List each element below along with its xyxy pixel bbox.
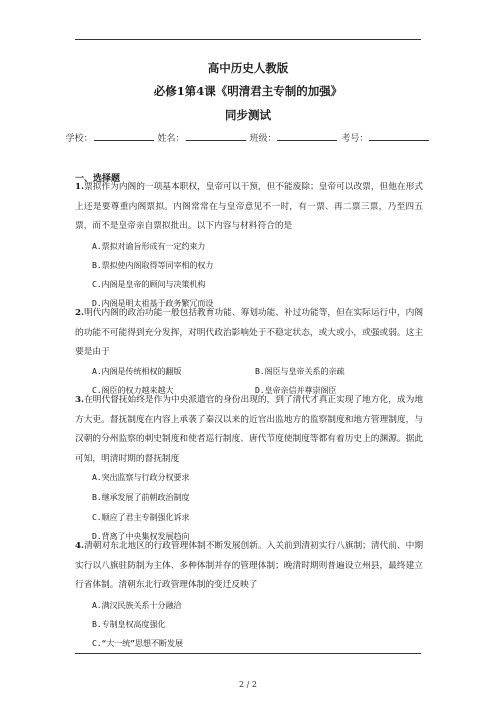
page-number: 2 / 2	[239, 680, 257, 689]
question-2	[75, 304, 423, 363]
question-text: 在明代督抚始终是作为中央派遣官的身份出现的，到了清代才真正实现了地方化，成为地方大吏。督抚制度在内容上承袭了秦汉以来的近官出监地方的监察制度和地方管理制度，与汉朝的分州监察的刺史制度和使者巡行制度、唐代节度使制度等都有着历史上的渊源。据此可知，明清时期的督抚制度	[75, 395, 423, 464]
student-info-line	[0, 131, 496, 144]
option-4b[interactable]: B.专制皇权高度强化	[92, 619, 166, 629]
option-3d[interactable]: D.背离了中央集权发展趋向	[92, 531, 190, 541]
option-2c[interactable]: C.阁臣的权力越来越大	[92, 385, 174, 395]
doc-subtitle: 必修1第4课《明清君主专制的加强》	[153, 84, 343, 98]
doc-title: 高中历史人教版	[207, 61, 289, 75]
option-1c[interactable]: C.内阁是皇帝的顾问与决策机构	[92, 279, 206, 289]
option-1a[interactable]: A.票拟对谕旨形成有一定约束力	[92, 241, 206, 251]
question-number: 4.	[75, 541, 85, 551]
option-3b[interactable]: B.继承发展了前朝政治制度	[92, 492, 190, 502]
question-number: 3.	[75, 395, 85, 405]
exam-no-blank[interactable]	[369, 132, 429, 141]
option-3a[interactable]: A.突出监察与行政分权要求	[92, 472, 190, 482]
question-text: 清朝对东北地区的行政管理体制不断发展创新。入关前到清初实行八旗制；清代前、中期实行以八旗驻防制为主体、多种体制并存的管理体制；晚清时期则普遍设立州县，最终建立行省体制。清朝东北行政管理体制的变迁反映了	[75, 541, 423, 590]
question-text: 票拟作为内阁的一项基本职权，皇帝可以干预，但不能废除；皇帝可以改票，但他在形式上还是要尊重内阁票拟。内阁常常在与皇帝意见不一时，有一票、再二票三票，乃至四五票，而不是皇帝亲自票拟批出。以下内容与材料符合的是	[75, 182, 423, 231]
question-number: 1.	[75, 182, 85, 192]
question-3	[75, 391, 423, 469]
school-blank[interactable]	[94, 132, 154, 141]
option-1d[interactable]: D.内阁是明太祖基于政务繁冗而设	[92, 298, 214, 308]
question-1	[75, 178, 423, 237]
footer-rule	[75, 653, 421, 654]
class-label: 班级：	[249, 134, 277, 144]
option-1b[interactable]: B.票拟使内阁取得等同宰相的权力	[92, 260, 214, 270]
option-2b[interactable]: B.阁臣与皇帝关系的亲疏	[255, 366, 345, 376]
class-blank[interactable]	[277, 132, 337, 141]
section-heading: 一、选择题	[75, 174, 121, 184]
name-blank[interactable]	[186, 132, 246, 141]
name-label: 姓名：	[157, 134, 185, 144]
exam-no-label: 考号：	[341, 134, 369, 144]
question-number: 2.	[75, 308, 85, 318]
option-4a[interactable]: A.满汉民族关系十分融洽	[92, 600, 182, 610]
question-text: 明代内阁的政治功能一般包括教育功能、筹划功能、补过功能等，但在实际运行中，内阁的功能不可能得到充分发挥，对明代政治影响处于不稳定状态，或大或小，或强或弱。这主要是由于	[75, 308, 423, 357]
doc-heading: 同步测试	[225, 108, 271, 122]
option-2a[interactable]: A.内阁是传统相权的翻版	[92, 366, 182, 376]
option-3c[interactable]: C.顺应了君主专制强化诉求	[92, 512, 190, 522]
header-rule	[75, 39, 421, 40]
option-2d[interactable]: D.皇帝亲信并尊崇阁臣	[255, 385, 337, 395]
school-label: 学校：	[65, 134, 93, 144]
option-4c[interactable]: C.“大一统”思想不断发展	[92, 638, 183, 648]
question-4	[75, 537, 423, 596]
